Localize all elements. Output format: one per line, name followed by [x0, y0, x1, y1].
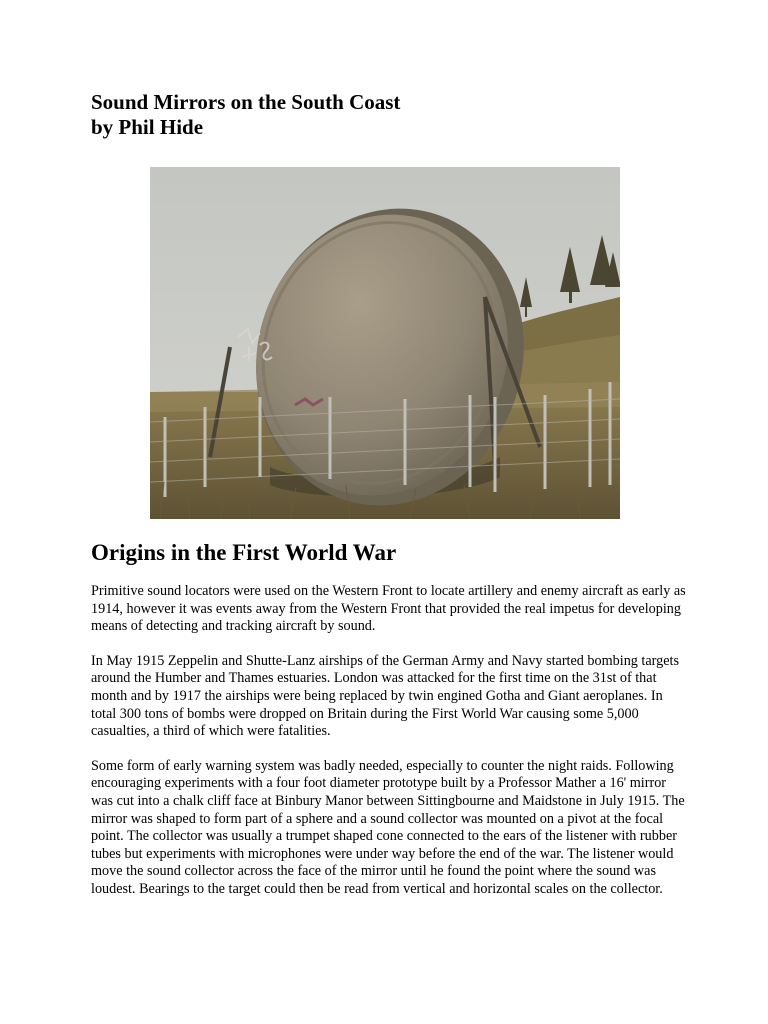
sound-mirror-photo — [150, 167, 620, 519]
paragraph-2: In May 1915 Zeppelin and Shutte-Lanz airships of the German Army and Navy started bombing targets around the Humber and Thames estuaries. London was attacked for the first time on the 31st of that month and by 1917 the airships were being replaced by twin engined Gotha and Giant aeroplanes. In total 300 tons of bombs were dropped on Britain during the First World War causing some 5,000 casualties, a third of which were fatalities. — [91, 652, 679, 740]
document-page — [91, 90, 691, 916]
title-line-1: Sound Mirrors on the South Coast — [91, 90, 401, 114]
section-heading: Origins in the First World War — [91, 540, 397, 565]
paragraph-1: Primitive sound locators were used on the Western Front to locate artillery and enemy aircraft as early as 1914, however it was events away from the Western Front that provided the real impetus for developing means of detecting and tracking aircraft by sound. — [91, 583, 686, 635]
title-author-line: by Phil Hide — [91, 115, 204, 139]
document-title — [91, 90, 691, 140]
paragraph-3: Some form of early warning system was badly needed, especially to counter the night raids. Following encouraging experiments with a four foot diameter prototype built by a Professor Mather a 16' mirror was cut into a chalk cliff face at Binbury Manor between Sittingbourne and Maidstone in July 1915. The mirror was shaped to form part of a sphere and a sound collector was mounted on a pivot at the focal point. The collector was usually a trumpet shaped cone connected to the ears of the listener with rubber tubes but experiments with microphones were under way before the end of the war. The listener would move the sound collector across the face of the mirror until he found the point where the sound was loudest. Bearings to the target could then be read from vertical and horizontal scales on the collector. — [91, 757, 685, 897]
